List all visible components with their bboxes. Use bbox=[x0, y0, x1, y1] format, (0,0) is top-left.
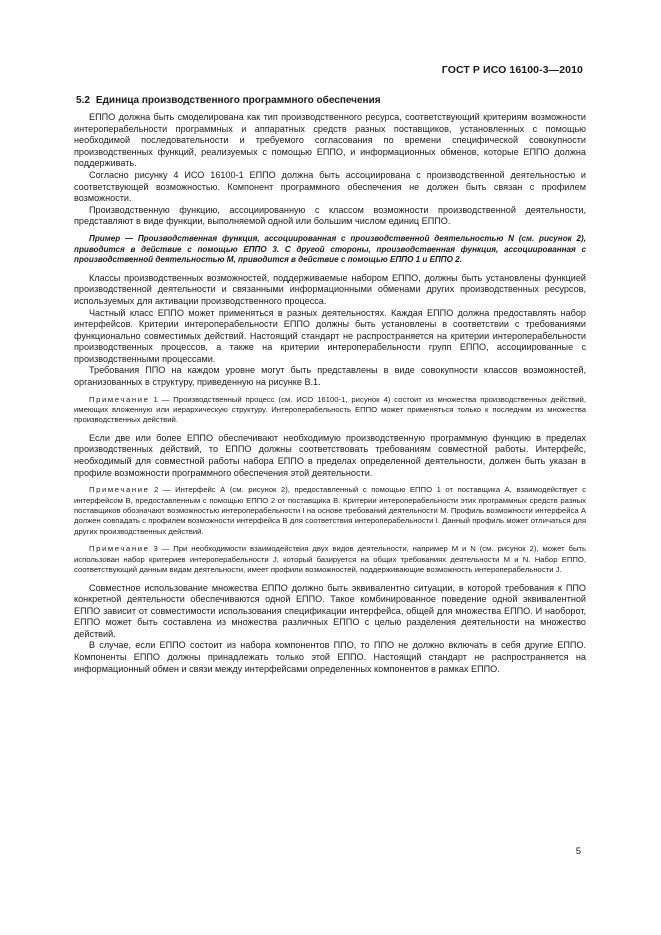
page-number: 5 bbox=[575, 846, 581, 857]
paragraph: Совместное использование множества ЕППО должно быть эквивалентно ситуации, в которой требования к ППО конкретной деятельности обеспечиваются одной ЕППО. Такое комбинированное поведение одной эквивалентной ЕППО зависит от совместимости использования спецификации интерфейса, общей для множества ЕППО. И наоборот, ЕППО может быть составлена из множества различных ЕППО с целью разделения деятельности на множество действий. bbox=[74, 582, 586, 639]
section-title: Единица производственного программного обеспечения bbox=[95, 95, 381, 106]
paragraph: Согласно рисунку 4 ИСО 16100-1 ЕППО должна быть ассоциирована с производственной деятельностью и соответствующей возможностью. Компонент программного обеспечения не должен быть связан с профилем возможности. bbox=[74, 169, 586, 204]
page-content bbox=[74, 95, 586, 675]
paragraph: Частный класс ЕППО может применяться в разных деятельностях. Каждая ЕППО должна предоставлять набор интерфейсов. Критерии интероперабельности ЕППО должны быть установлены в соответствии с требованиями функционально совместимых действий. Настоящий стандарт не распространяется на критерии интероперабельности производственных процессов, а также на критерии интероперабельности групп ЕППО, ассоциированные с производственными процессами. bbox=[74, 307, 586, 364]
paragraph: Классы производственных возможностей, поддерживаемые набором ЕППО, должны быть установлены функцией производственной деятельности и связанными информационными обменами других производственных ресурсов, используемых для активации производственного процесса. bbox=[74, 272, 586, 306]
section-heading bbox=[74, 95, 586, 106]
note-label: Примечание bbox=[89, 485, 150, 495]
example-text: Пример — Производственная функция, ассоциированная с производственной деятельностью N (см. рисунок 2), приводится в действие с помощью ЕППО 3. С другой стороны, производственная функция, ассоциированная с производственной деятельностью М, приводится в действие с помощью ЕППО 1 и ЕППО 2. bbox=[74, 233, 586, 265]
note-text: 2 — Интерфейс А (см. рисунок 2), предоставленный с помощью ЕППО 1 от поставщика А, взаимодействует с интерфейсом В, предоставленным с помощью ЕППО 2 от поставщика В. Критерии интероперабельности этих программных средств разных поставщиков обозначают возможностью интероперабельности I на основе требований деятельности М. Профиль возможности интерфейса А должен совпадать с профилем возможности интерфейса В для соответствия интероперабельности I. Данный профиль может отличаться для других производственных действий. bbox=[74, 485, 586, 536]
note-2 bbox=[74, 485, 586, 537]
note-text: 1 — Производственный процесс (см. ИСО 16100-1, рисунок 4) состоит из множества производственных действий, имеющих вложенную или иерархическую структуру. Интероперабельность ЕППО может применяться только к последним из множества производственных действий. bbox=[74, 394, 586, 425]
paragraph: Требования ППО на каждом уровне могут быть представлены в виде совокупности классов возможностей, организованных в структуру, приведенную на рисунке В.1. bbox=[74, 365, 586, 388]
paragraph: Если две или более ЕППО обеспечивают необходимую производственную программную функцию в пределах производственных действий, то ЕППО должны соответствовать требованиям совместной работы. Интерфейс, необходимый для совместной работы набора ЕППО в пределах определенной деятельности, должен быть указан в профиле возможности программного обеспечения этой деятельности. bbox=[74, 432, 586, 478]
note-label: Примечание bbox=[89, 394, 150, 404]
section-number: 5.2 bbox=[76, 95, 90, 106]
paragraph: В случае, если ЕППО состоит из набора компонентов ППО, то ППО не должно включать в себя другие ЕППО. Компоненты ЕППО должны принадлежать только этой ЕППО. Настоящий стандарт не распространяется на информационный обмен и связи между интерфейсами определенных компонентов в рамках ЕППО. bbox=[74, 640, 586, 674]
note-label: Примечание bbox=[89, 544, 150, 554]
note-3 bbox=[74, 544, 586, 575]
paragraph: Производственную функцию, ассоциированную с классом возможности производственной деятельности, представляют в виде функции, выполняемой одной или большим числом единиц ЕППО. bbox=[74, 204, 586, 227]
paragraph: ЕППО должна быть смоделирована как тип производственного ресурса, соответствующий критериям возможности интероперабельности программных и аппаратных средств разных поставщиков, установленных с помощью необходимой последовательности и требуемого согласования по времени специфической совокупности производственных функций, реализуемых с помощью ЕППО, и информационных обменов, которые ЕППО должна поддерживать. bbox=[74, 112, 586, 169]
note-text: 3 — При необходимости взаимодействия двух видов деятельности, например М и N (см. рисунок 2), может быть использован набор критериев интероперабельности J, который базируется на общих требованиях деятельности М и N. Набор ЕППО, соответствующий данным видам деятельности, имеет профили возможностей, поддерживающие возможность интероперабельности J. bbox=[74, 544, 586, 575]
note-1 bbox=[74, 395, 586, 426]
document-header: ГОСТ Р ИСО 16100-3—2010 bbox=[441, 64, 583, 76]
